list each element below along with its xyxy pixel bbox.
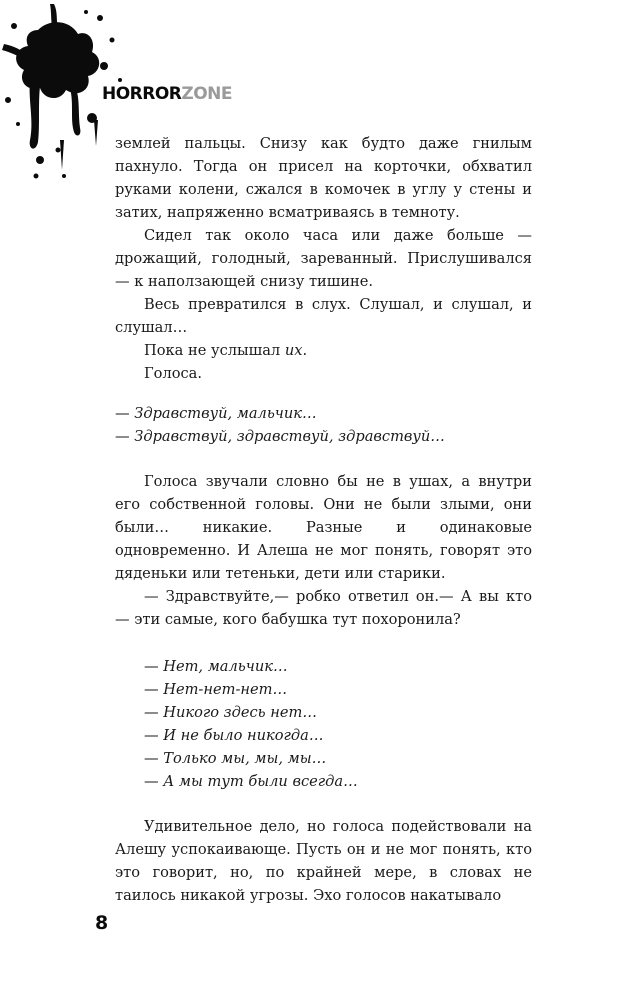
dialog-line: — Нет, мальчик… — [144, 658, 288, 675]
dialog-block-voices-answer — [115, 655, 532, 793]
paragraph: землей пальцы. Снизу как будто даже гнилым пахнуло. Тогда он присел на корточки, обхватил руками колени, сжался в комочек в углу у стены и затих, напряженно всматриваясь в темноту. — [115, 135, 532, 221]
paragraph-text: Пока не услышал — [144, 342, 285, 359]
page-number: 8 — [95, 912, 109, 934]
paragraph: Весь превратился в слух. Слушал, и слушал, и слушал… — [115, 296, 532, 336]
paragraph: Голоса звучали словно бы не в ушах, а внутри его собственной головы. Они не были злыми, они были… никакие. Разные и одинаковые одновременно. И Алеша не мог понять, говорят это дяденьки или тетеньки, дети или старики. — [115, 473, 532, 582]
dialog-block-voices-greeting — [115, 402, 532, 448]
text-block-opening — [115, 132, 532, 385]
series-logo-part1: HORROR — [102, 84, 182, 104]
dialog-line: — Здравствуй, здравствуй, здравствуй… — [115, 428, 445, 445]
dialog-line: — И не было никогда… — [144, 727, 324, 744]
paragraph — [115, 339, 532, 362]
dialog-line: — Только мы, мы, мы… — [144, 750, 327, 767]
emphasized-word: их — [284, 342, 303, 359]
dialog-line: — А мы тут были всегда… — [144, 773, 358, 790]
series-logo-part2: ZONE — [181, 84, 233, 104]
dialog-line: — Никого здесь нет… — [144, 704, 317, 721]
paragraph: Сидел так около часа или даже больше — дрожащий, голодный, зареванный. Прислушивался — к наползающей снизу тишине. — [115, 227, 532, 290]
paragraph: Удивительное дело, но голоса подействовали на Алешу успокаивающе. Пусть он и не мог понять, кто это говорит, но, по крайней мере, в словах не таилось никакой угрозы. Эхо голосов накатывало — [115, 818, 532, 904]
text-block-middle — [115, 470, 532, 631]
dialog-line: — Нет-нет-нет… — [144, 681, 288, 698]
paragraph: — Здравствуйте,— робко ответил он.— А вы кто — эти самые, кого бабушка тут похоронила? — [115, 588, 532, 628]
paragraph: Голоса. — [144, 365, 203, 382]
dialog-line: — Здравствуй, мальчик… — [115, 405, 317, 422]
paragraph-text: . — [302, 342, 308, 359]
text-block-closing — [115, 815, 532, 907]
series-logo — [102, 86, 232, 103]
